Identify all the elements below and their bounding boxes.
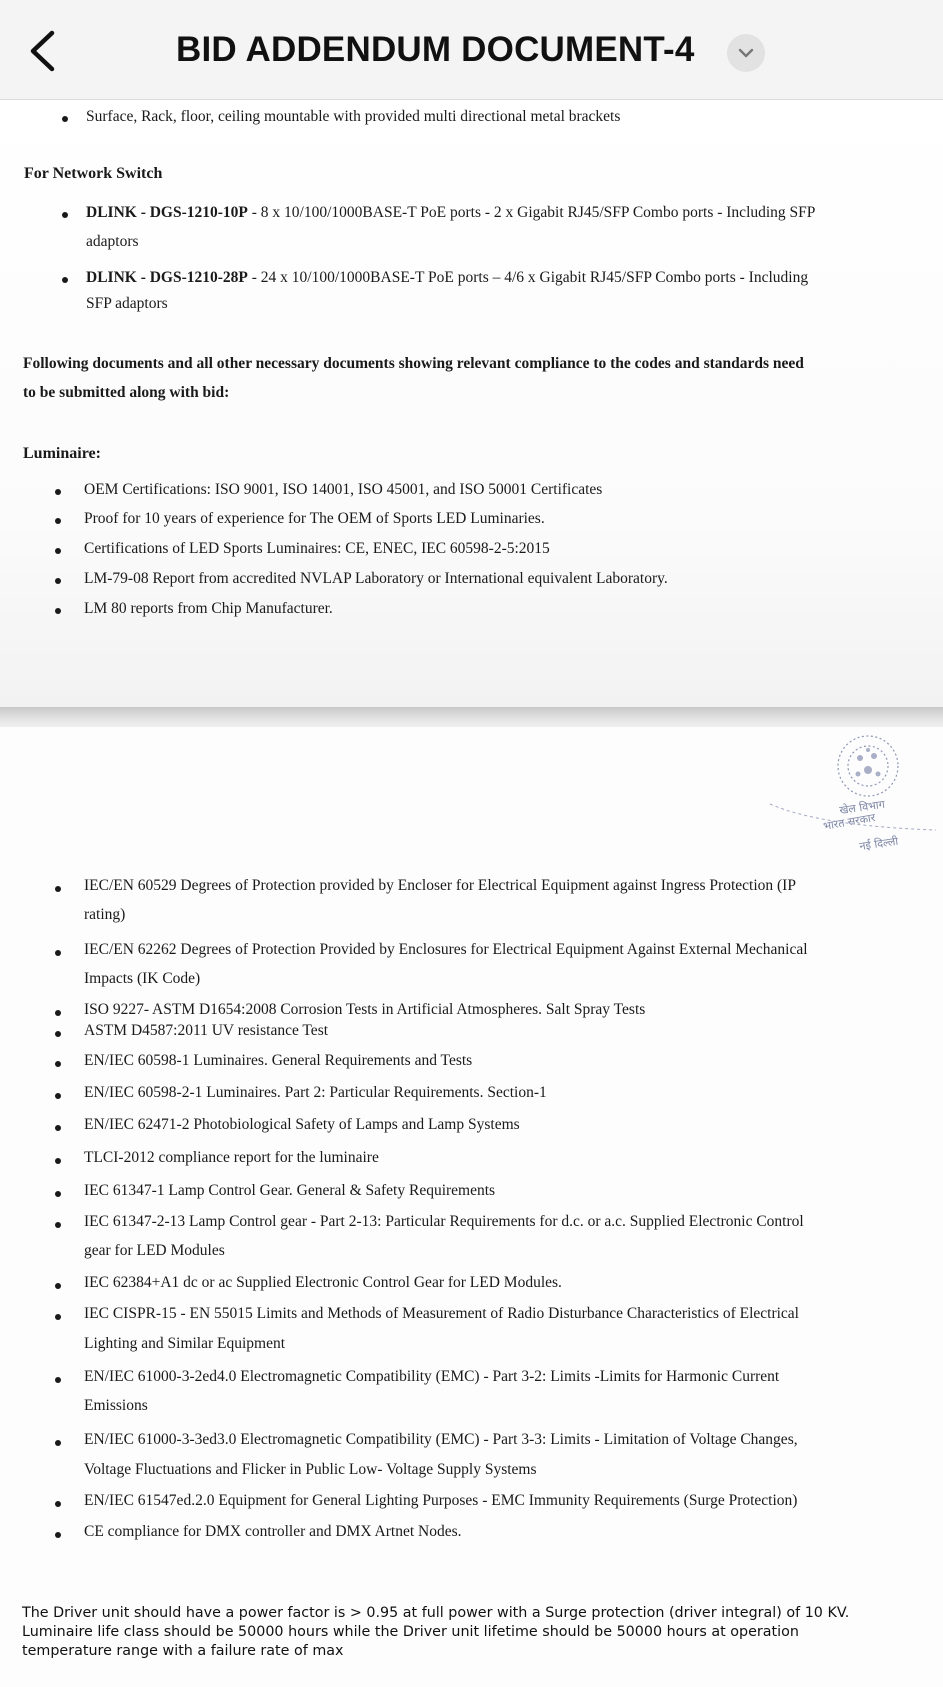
bullet [55, 1158, 61, 1164]
stamp-text: नई दिल्ली [858, 834, 900, 853]
bullet [55, 1314, 61, 1320]
list-item: OEM Certifications: ISO 9001, ISO 14001, ISO 45001, and ISO 50001 Certificates [84, 481, 603, 498]
driver-note: The Driver unit should have a power factor is > 0.95 at full power with a Surge protection (driver integral) of 10 KV. [22, 1605, 850, 1621]
bullet [55, 1093, 61, 1099]
list-item-continuation: Lighting and Similar Equipment [84, 1335, 286, 1352]
list-item: IEC 61347-2-13 Lamp Control gear - Part 2-13: Particular Requirements for d.c. or a.c. Supplied Electronic Control [84, 1213, 804, 1230]
list-item: EN/IEC 60598-1 Luminaires. General Requirements and Tests [84, 1052, 473, 1069]
bullet [55, 886, 61, 892]
bullet [55, 489, 61, 495]
list-item: EN/IEC 61000-3-2ed4.0 Electromagnetic Compatibility (EMC) - Part 3-2: Limits -Limits for Harmonic Current [84, 1368, 780, 1385]
driver-note: Luminaire life class should be 50000 hours while the Driver unit lifetime should be 50000 hours at operation [22, 1624, 799, 1640]
luminaire-heading: Luminaire: [23, 445, 101, 462]
network-switch-heading: For Network Switch [24, 165, 163, 182]
bullet [55, 1061, 61, 1067]
chevron-down-icon [738, 48, 754, 58]
bullet [55, 608, 61, 614]
bullet [55, 1501, 61, 1507]
list-item: IEC/EN 60529 Degrees of Protection provided by Encloser for Electrical Equipment against Ingress Protection (IP [84, 877, 796, 894]
list-item-continuation: rating) [84, 906, 126, 923]
bullet [62, 277, 68, 283]
bullet [55, 1440, 61, 1446]
document-page-2 [0, 727, 943, 1687]
app-header [0, 0, 943, 100]
list-item: Certifications of LED Sports Luminaires: CE, ENEC, IEC 60598-2-5:2015 [84, 540, 550, 557]
list-item-continuation: Emissions [84, 1397, 148, 1414]
documents-note: Following documents and all other necessary documents showing relevant compliance to the codes and standards need [23, 355, 804, 372]
list-item: Surface, Rack, floor, ceiling mountable with provided multi directional metal brackets [86, 108, 621, 125]
stamp-text: खेल विभाग [838, 797, 886, 817]
bullet [55, 1125, 61, 1131]
documents-note: to be submitted along with bid: [23, 384, 230, 401]
bullet [55, 578, 61, 584]
stamp-text: भारत सरकार [822, 811, 877, 833]
switch-model: DLINK - DGS-1210-28P [86, 269, 248, 286]
bullet [55, 1031, 61, 1037]
bullet [62, 212, 68, 218]
list-item: IEC/EN 62262 Degrees of Protection Provided by Enclosures for Electrical Equipment Against External Mechanical [84, 941, 808, 958]
bullet [55, 1377, 61, 1383]
list-item-continuation: Impacts (IK Code) [84, 970, 201, 987]
list-item: IEC CISPR-15 - EN 55015 Limits and Methods of Measurement of Radio Disturbance Characteristics of Electrical [84, 1305, 799, 1322]
bullet [55, 518, 61, 524]
list-item-continuation: SFP adaptors [86, 295, 168, 312]
list-item: ASTM D4587:2011 UV resistance Test [84, 1022, 329, 1039]
bullet [55, 1191, 61, 1197]
list-item: LM-79-08 Report from accredited NVLAP Laboratory or International equivalent Laboratory. [84, 570, 668, 587]
list-item: EN/IEC 60598-2-1 Luminaires. Part 2: Particular Requirements. Section-1 [84, 1084, 547, 1101]
switch-spec: - 24 x 10/100/1000BASE-T PoE ports – 4/6 x Gigabit RJ45/SFP Combo ports - Including [247, 269, 809, 286]
bullet [55, 1222, 61, 1228]
chevron-left-icon [28, 30, 56, 72]
list-item: Proof for 10 years of experience for The OEM of Sports LED Luminaries. [84, 510, 545, 527]
list-item: EN/IEC 61547ed.2.0 Equipment for General Lighting Purposes - EMC Immunity Requirements (Surge Protection) [84, 1492, 798, 1509]
list-item: IEC 62384+A1 dc or ac Supplied Electronic Control Gear for LED Modules. [84, 1274, 562, 1291]
bullet [62, 116, 68, 122]
official-seal-icon [760, 730, 940, 870]
switch-model: DLINK - DGS-1210-10P [86, 204, 248, 221]
list-item: TLCI-2012 compliance report for the luminaire [84, 1149, 379, 1166]
list-item: ISO 9227- ASTM D1654:2008 Corrosion Tests in Artificial Atmospheres. Salt Spray Tests [84, 1001, 646, 1018]
page-divider [0, 707, 943, 727]
title-dropdown-button[interactable] [727, 34, 765, 72]
switch-spec: - 8 x 10/100/1000BASE-T PoE ports - 2 x Gigabit RJ45/SFP Combo ports - Including SFP [247, 204, 816, 221]
list-item: LM 80 reports from Chip Manufacturer. [84, 600, 333, 617]
list-item: CE compliance for DMX controller and DMX Artnet Nodes. [84, 1523, 462, 1540]
list-item [86, 204, 815, 222]
back-button[interactable] [22, 28, 62, 74]
document-title: BID ADDENDUM DOCUMENT-4 [176, 30, 695, 69]
driver-note: temperature range with a failure rate of max [22, 1643, 344, 1659]
bullet [55, 1010, 61, 1016]
list-item: EN/IEC 62471-2 Photobiological Safety of Lamps and Lamp Systems [84, 1116, 520, 1133]
bullet [55, 548, 61, 554]
bullet [55, 950, 61, 956]
bullet [55, 1283, 61, 1289]
bullet [55, 1532, 61, 1538]
list-item-continuation: Voltage Fluctuations and Flicker in Public Low- Voltage Supply Systems [84, 1461, 537, 1478]
list-item [86, 269, 808, 287]
list-item: IEC 61347-1 Lamp Control Gear. General & Safety Requirements [84, 1182, 496, 1199]
list-item-continuation: adaptors [86, 233, 139, 250]
list-item: EN/IEC 61000-3-3ed3.0 Electromagnetic Compatibility (EMC) - Part 3-3: Limits - Limitation of Voltage Changes, [84, 1431, 798, 1448]
list-item-continuation: gear for LED Modules [84, 1242, 225, 1259]
